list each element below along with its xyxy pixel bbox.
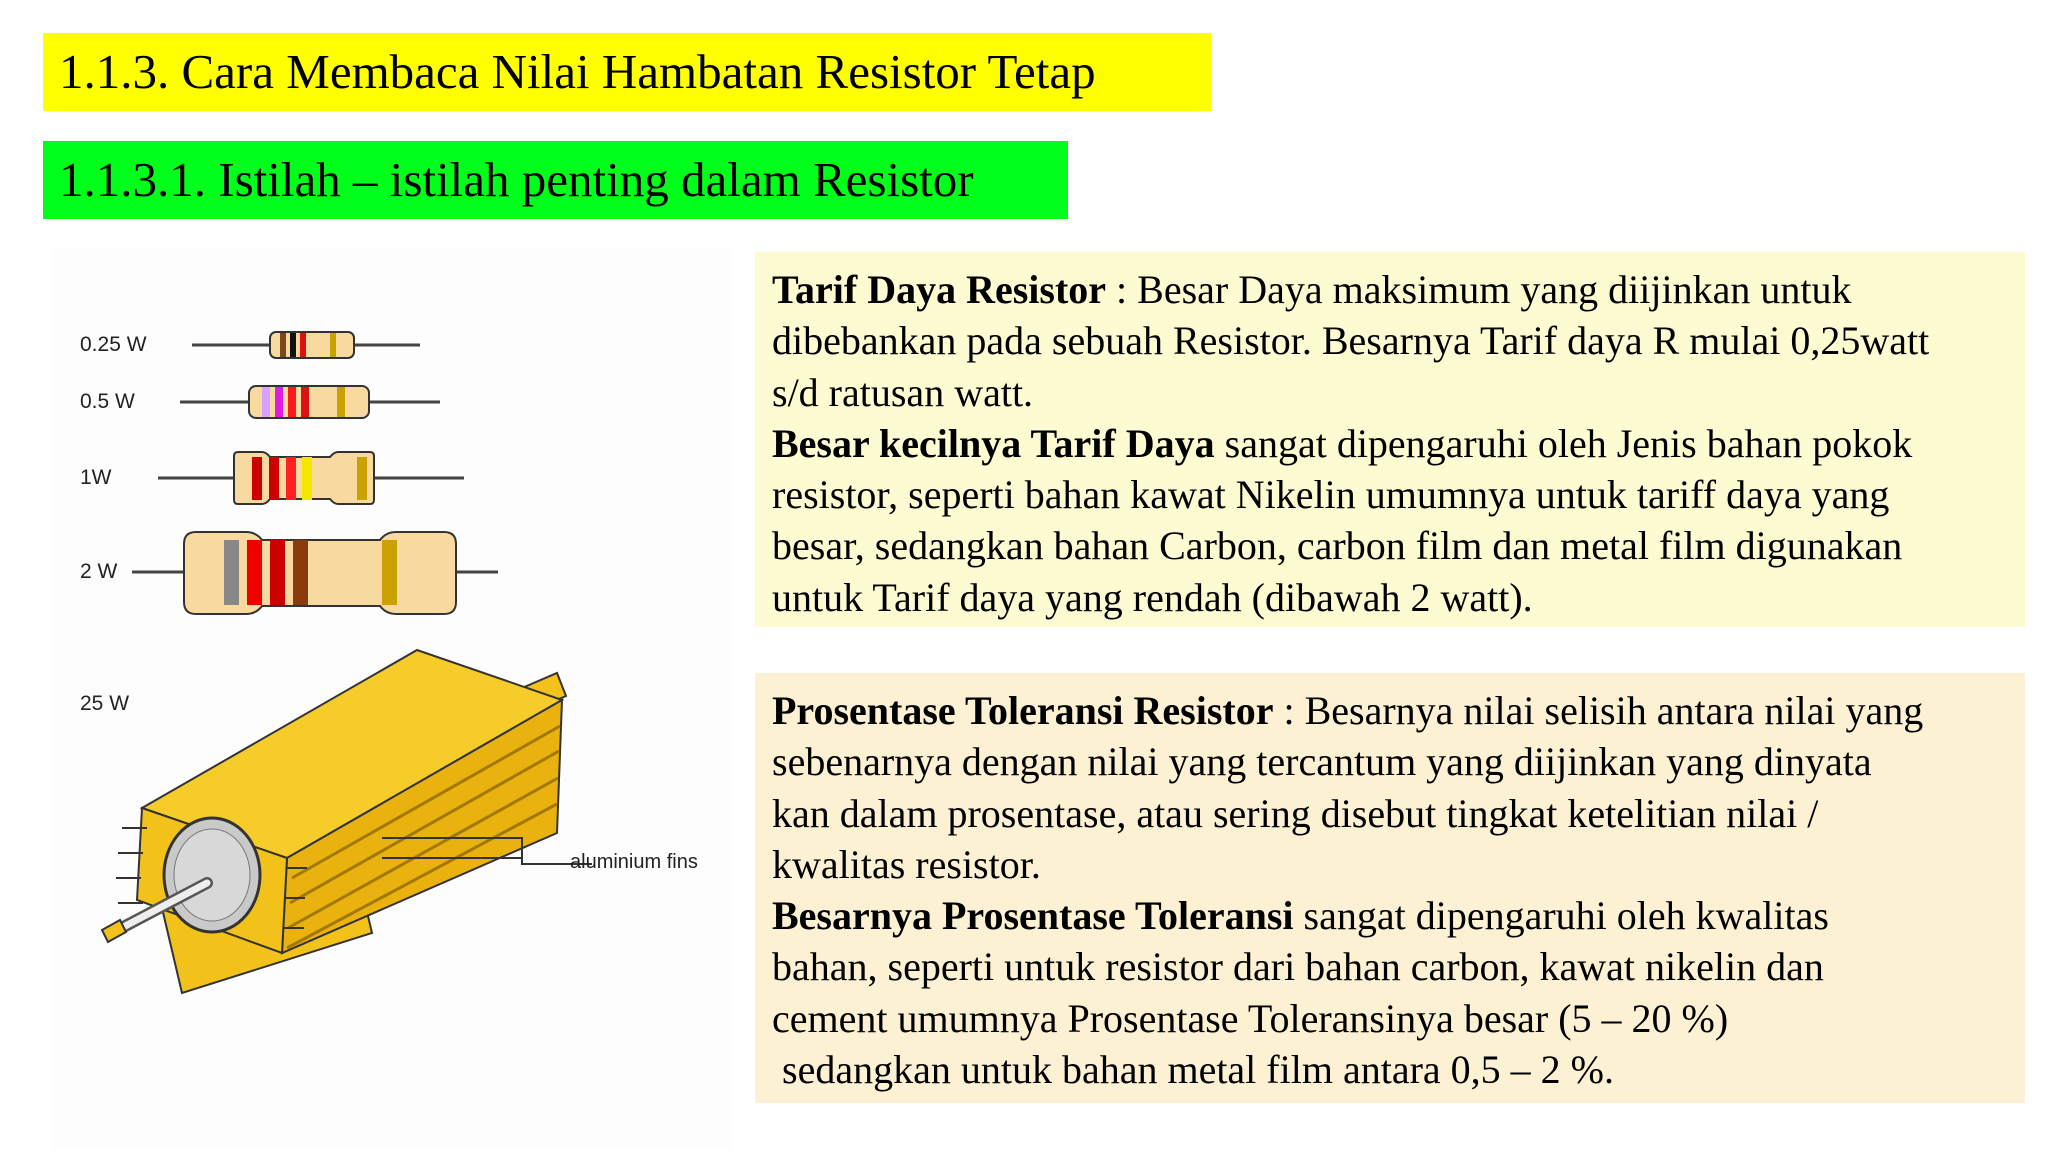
- tarif-daya-text-4: sangat dipengaruhi oleh Jenis bahan pokok: [1214, 420, 1913, 466]
- label-0-5w: 0.5 W: [80, 390, 135, 413]
- toleransi-text-8: sedangkan untuk bahan metal film antara 0,5 – 2 %.: [782, 1047, 1614, 1093]
- tarif-daya-text-5: resistor, seperti bahan kawat Nikelin umumnya untuk tariff daya yang: [772, 472, 1890, 518]
- section-subtitle: 1.1.3.1. Istilah – istilah penting dalam Resistor: [43, 141, 1068, 219]
- label-1w: 1W: [80, 466, 112, 489]
- label-aluminium-fins: aluminium fins: [570, 851, 698, 873]
- resistor-0-5w: [249, 386, 369, 418]
- slide-title: 1.1.3. Cara Membaca Nilai Hambatan Resistor Tetap: [43, 33, 1211, 111]
- label-2w: 2 W: [80, 560, 118, 583]
- term-besarnya-toleransi: Besarnya Prosentase Toleransi: [772, 893, 1294, 939]
- label-0-25w: 0.25 W: [80, 333, 147, 356]
- toleransi-text-2: sebenarnya dengan nilai yang tercantum yang diijinkan yang dinyata: [772, 739, 1872, 785]
- term-besar-kecilnya: Besar kecilnya Tarif Daya: [772, 420, 1215, 466]
- resistor-0-25w: [270, 332, 354, 358]
- tarif-daya-text-3: s/d ratusan watt.: [772, 369, 1034, 415]
- toleransi-text-7: cement umumnya Prosentase Toleransinya besar (5 – 20 %): [772, 995, 1729, 1041]
- tarif-daya-text-6: besar, sedangkan bahan Carbon, carbon film dan metal film digunakan: [772, 523, 1903, 569]
- label-25w: 25 W: [80, 692, 130, 715]
- toleransi-text-1: : Besarnya nilai selisih antara nilai yang: [1273, 688, 1924, 733]
- tarif-daya-text-2: dibebankan pada sebuah Resistor. Besarnya Tarif daya R mulai 0,25watt: [772, 318, 1930, 364]
- term-prosentase-toleransi: Prosentase Toleransi Resistor: [772, 688, 1274, 733]
- resistor-25w-heatsink: [102, 650, 592, 993]
- resistor-1w: [234, 452, 374, 504]
- toleransi-box: [755, 673, 2025, 1103]
- tarif-daya-box: [755, 252, 2025, 627]
- toleransi-text-6: bahan, seperti untuk resistor dari bahan carbon, kawat nikelin dan: [772, 944, 1824, 990]
- tarif-daya-text-7: untuk Tarif daya yang rendah (dibawah 2 watt).: [772, 574, 1533, 620]
- toleransi-text-5: sangat dipengaruhi oleh kwalitas: [1293, 893, 1829, 939]
- toleransi-text-3: kan dalam prosentase, atau sering disebut tingkat ketelitian nilai /: [772, 790, 1819, 836]
- resistor-illustration: [52, 248, 732, 1148]
- toleransi-text-4: kwalitas resistor.: [772, 841, 1041, 887]
- resistor-2w: [184, 532, 456, 614]
- tarif-daya-text-1: : Besar Daya maksimum yang diijinkan untuk: [1106, 267, 1852, 312]
- term-tarif-daya: Tarif Daya Resistor: [772, 267, 1107, 312]
